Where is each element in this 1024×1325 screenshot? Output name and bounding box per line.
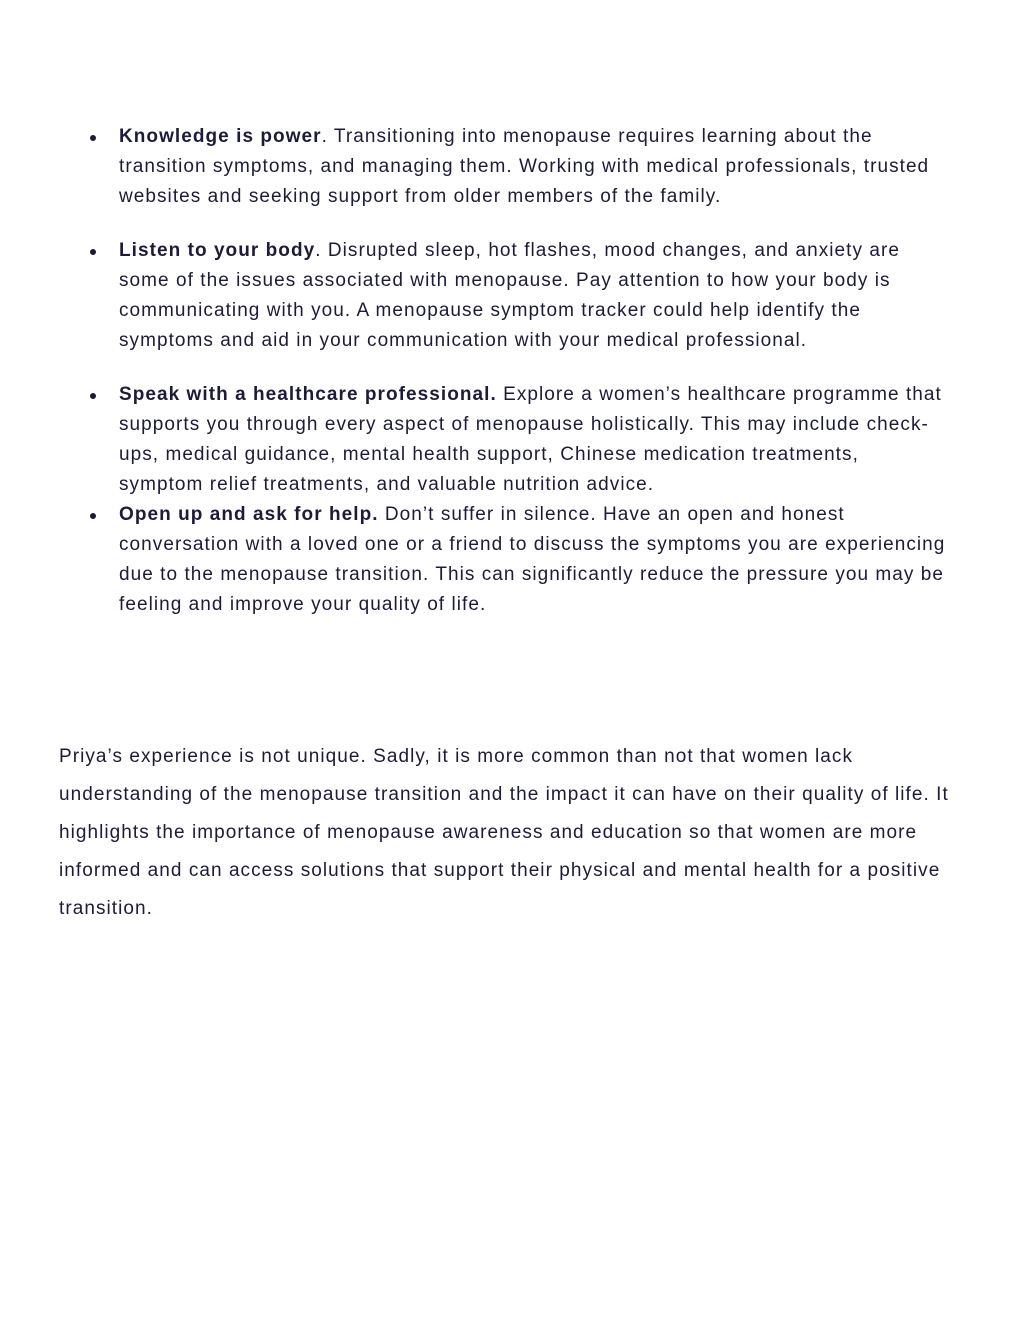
bullet-title: Speak with a healthcare professional. [119, 384, 497, 405]
list-item [119, 380, 949, 500]
tips-list [119, 122, 949, 620]
list-item [119, 500, 949, 620]
bullet-text: Don’t suffer in silence. Have an open and honest conversation with a loved one or a friend to discuss the symptoms you are experiencing due to the menopause transition. This can significantly reduce the pressure you may be feeling and improve your quality of life. [119, 504, 946, 615]
bullet-title: Listen to your body [119, 240, 316, 261]
list-item [119, 122, 949, 212]
bullet-title: Knowledge is power [119, 126, 322, 147]
summary-paragraph: Priya’s experience is not unique. Sadly, it is more common than not that women lack understanding of the menopause transition and the impact it can have on their quality of life. It highlights the importance of menopause awareness and education so that women are more informed and can access solutions that support their physical and mental health for a positive transition. [59, 746, 949, 919]
list-item [119, 236, 949, 356]
bullet-text: . Disrupted sleep, hot flashes, mood changes, and anxiety are some of the issues associated with menopause. Pay attention to how your body is communicating with you. A menopause symptom tracker could help identify the symptoms and aid in your communication with your medical professional. [119, 240, 900, 351]
bullet-text: . Transitioning into menopause requires learning about the transition symptoms, and managing them. Working with medical professionals, trusted websites and seeking support from older members of the family. [119, 126, 930, 207]
bullet-title: Open up and ask for help. [119, 504, 379, 525]
bullet-text: Explore a women’s healthcare programme that supports you through every aspect of menopause holistically. This may include check-ups, medical guidance, mental health support, Chinese medication treatments, symptom relief treatments, and valuable nutrition advice. [119, 384, 942, 495]
